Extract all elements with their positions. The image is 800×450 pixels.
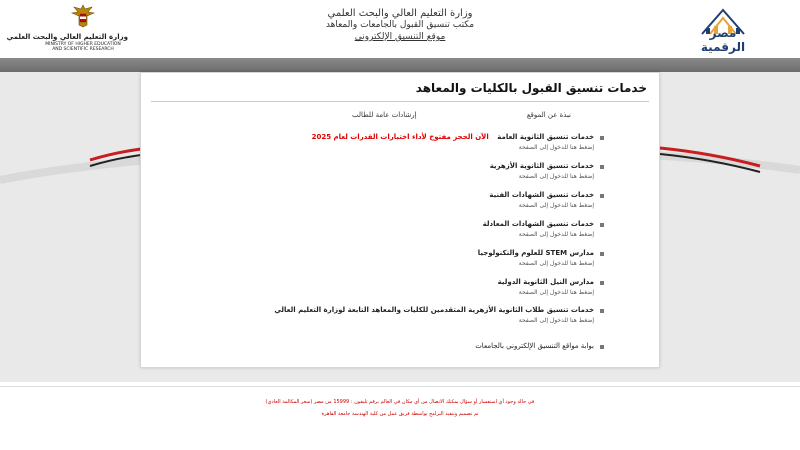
footer-contact: في حالة وجود أي استفسار أو سؤال يمكنك الاتصال من أي مكان في العالم برقم تليفون : 15999 من مصر (سعر المكالمة العادي) [265,399,535,405]
service-item-university-portal[interactable] [154,342,594,350]
footer-divider [0,386,800,387]
bullet-icon [600,165,604,169]
footer-credits: تم تصميم وتنفيذ البرامج بواسطة فريق عمل من كلية الهندسة جامعة القاهرة [321,411,479,417]
service-title[interactable]: خدمات تنسيق طلاب الثانوية الأزهرية المتقدمين للكليات والمعاهد التابعة لوزارة التعليم العالي [274,306,594,314]
ministry-name-en-1: MINISTRY OF HIGHER EDUCATION [45,42,121,47]
footer [0,396,800,420]
ministry-logo[interactable] [6,3,128,57]
service-title[interactable]: خدمات تنسيق الشهادات المعادلة [482,220,594,228]
service-item-technical-certificates[interactable] [154,191,594,209]
alert-message[interactable]: الآن الحجز مفتوح لأداء اختبارات القدرات لعام 2025 [311,133,489,141]
bullet-icon [600,309,604,313]
bullet-icon [600,252,604,256]
service-title[interactable]: خدمات تنسيق الثانوية الأزهرية [489,162,594,170]
page-title: خدمات تنسيق القبول بالكليات والمعاهد [415,81,647,95]
service-title[interactable]: خدمات تنسيق الثانوية العامة [497,133,594,141]
service-link[interactable]: إضغط هنا للدخول إلى الصفحة [518,317,594,324]
service-title[interactable]: مدارس STEM للعلوم والتكنولوجيا [477,249,594,257]
header-line-3[interactable]: موقع التنسيق الإلكتروني [354,32,446,42]
about-site-link[interactable]: نبذة عن الموقع [526,111,571,119]
service-title[interactable]: خدمات تنسيق الشهادات الفنية [489,191,594,199]
service-item-azhar-higher-education[interactable] [154,306,594,324]
bullet-icon [600,136,604,140]
ministry-name-en-2: AND SCIENTIFIC RESEARCH [52,47,114,52]
service-item-stem-schools[interactable] [154,249,594,267]
info-links [352,111,571,119]
title-divider [151,101,649,102]
digital-egypt-logo[interactable] [690,4,756,56]
bullet-icon [600,345,604,349]
service-link[interactable]: إضغط هنا للدخول إلى الصفحة [518,289,594,296]
header-title [300,8,500,43]
header-line-1: وزارة التعليم العالي والبحث العلمي [327,8,473,19]
student-guidance-link[interactable]: إرشادات عامة للطالب [352,111,417,119]
eagle-icon [70,3,96,29]
header [0,0,800,58]
service-item-azhar-secondary[interactable] [154,162,594,180]
brand-name: مصر الرقمية [700,26,746,54]
bullet-icon [600,223,604,227]
service-link[interactable]: إضغط هنا للدخول إلى الصفحة [518,144,594,151]
service-link[interactable]: إضغط هنا للدخول إلى الصفحة [518,202,594,209]
bullet-icon [600,194,604,198]
service-item-equivalent-certificates[interactable] [154,220,594,238]
header-line-2: مكتب تنسيق القبول بالجامعات والمعاهد [325,20,475,30]
service-item-nile-schools[interactable] [154,278,594,296]
top-bar [0,58,800,72]
service-link[interactable]: إضغط هنا للدخول إلى الصفحة [518,173,594,180]
service-title[interactable]: مدارس النيل الثانوية الدولية [497,278,594,286]
ministry-name-ar: وزارة التعليم العالي والبحث العلمي [6,33,128,41]
service-link[interactable]: إضغط هنا للدخول إلى الصفحة [518,231,594,238]
service-item-general-secondary[interactable] [154,133,594,151]
service-link[interactable]: إضغط هنا للدخول إلى الصفحة [518,260,594,267]
bullet-icon [600,281,604,285]
service-title[interactable]: بوابة مواقع التنسيق الإلكتروني بالجامعات [475,342,594,350]
